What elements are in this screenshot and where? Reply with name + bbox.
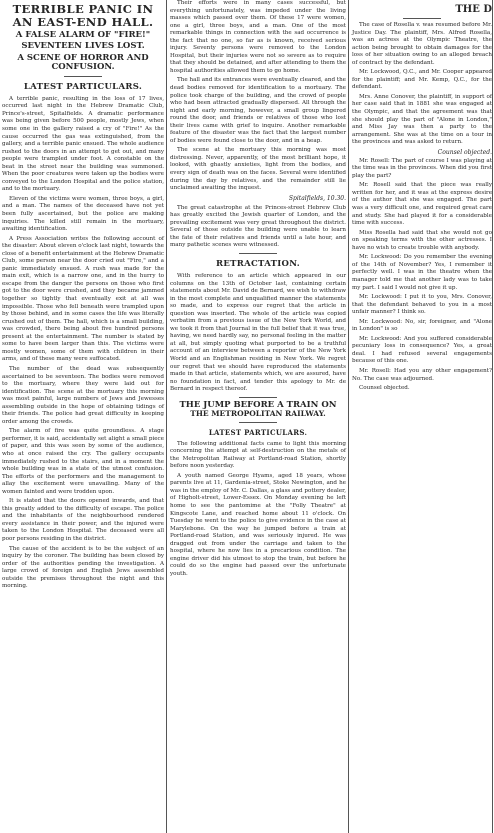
article-paragraph: The number of the dead was subsequently ascertained to be seventeen. The bodies were removed to the mortuary, where they were laid out for identification. The scene at the mortuary this morning was most painful, large numbers of Jews and Jewesses assembling outside in the hope of obtaining tidings of their friends. The police had great difficulty in keeping order among the crowds. xyxy=(2,365,164,425)
article-paragraph: Mr. Rosell: The part of course I was playing at the time was in the provinces. When did you first play the part? xyxy=(352,157,492,179)
article-paragraph: Mr. Rosell: Had you any other engagement? No. The case was adjourned. xyxy=(352,367,492,382)
section-rule xyxy=(239,397,277,398)
article-paragraph: Mr. Lockwood: No, sir, foreigner, and "Alone in London" is so xyxy=(352,318,492,333)
article-paragraph: A Press Association writes the following account of the disaster: About eleven o'clock last night, towards the close of a benefit entertainment at the Hebrew Dramatic Club, some person near the door cried out "Fire," and a panic immediately ensued. A rush was made for the main exit, which is a narrow one, and in the hurry to escape from the danger the persons on those who first got to the door were crushed, and they became jammed together so tightly that eventually exit at all was impossible. Those who fell beneath were trampled upon by those behind, and in some cases the life was literally crushed out of them. The hall, which is a small building, was crowded, there being about five hundred persons present at the entertainment. The number is stated by some to have been larger than this. The victims were mostly women, some of them with children in their arms, and of these many were suffocated. xyxy=(2,235,164,363)
article-paragraph: A youth named George Hyams, aged 18 years, whose parents live at 11, Gardenia-street, Stoke Newington, and he was in the employ of Mr. C. Dallas, a glass and pottery dealer, of Higholt-street, Lower-Essex. On Monday evening he left home to see the pantomime at the "Folly Theatre" at Kingscote Lane, and reached home about 11 o'clock. On Tuesday he went to the police to give evidence in the case at Marylebone. On the way he jumped before a train at Portland-road Station, and was seriously injured. He was dragged out from under the carriage and taken to the hospital, where he now lies in a precarious condition. The engine driver did his utmost to stop the train, but before he could do so the engine had passed over the unfortunate youth. xyxy=(170,472,346,577)
jump-subhead: LATEST PARTICULARS. xyxy=(208,427,308,437)
article-paragraph: Mr. Lockwood, Q.C., and Mr. Cooper appeared for the plaintiff; and Mr. Kemp, Q.C., for the defendant. xyxy=(352,69,492,91)
article-paragraph: Mr. Lockwood: Do you remember the evening of the 14th of November? Yes, I remember it perfectly well. I was in the theatre when the manager told me that another lady was to take my part. I said I would not give it up. xyxy=(352,254,492,291)
column-divider-left xyxy=(166,0,167,833)
section-rule xyxy=(239,253,277,254)
article-paragraph: The following additional facts came to light this morning concerning the attempt at self-destruction on the metals of the Metropolitan Railway at Portland-road Station, shortly before noon yesterday. xyxy=(170,440,346,470)
headline-scene: A SCENE OF HORROR AND CONFUSION. xyxy=(17,52,149,73)
article-paragraph: The scene at the mortuary this morning was most distressing. Never, apparently, of the most brilliant hope, it looked, with ghastly anxieties, light from the bodies, and every sign of death was on the faces. Several were identified during the day by relatives, and the remainder still lie unclaimed awaiting the inquest. xyxy=(170,147,346,192)
retraction-title: RETRACTATION. xyxy=(215,258,301,269)
article-paragraph: It is stated that the doors opened inwards, and that this greatly added to the difficulty of escape. The police and the inhabitants of the neighbourhood rendered every assistance in their power, and the injured were taken to the London Hospital. The deceased were all poor persons residing in the district. xyxy=(2,498,164,542)
headline-main: TERRIBLE PANIC IN AN EAST-END HALL. xyxy=(12,2,154,29)
article-paragraph: Mr. Lockwood: And you suffered considerable pecuniary loss in consequence? Yes, a great deal. I had refused several engagements because of this one. xyxy=(352,335,492,365)
column-left xyxy=(0,0,166,833)
partial-headline: THE D xyxy=(455,4,492,15)
article-paragraph: Mr. Lockwood: I put it to you, Mrs. Conover, that the defendant behaved to you in a most unfair manner? I think so. xyxy=(352,294,492,316)
subhead-latest: LATEST PARTICULARS. xyxy=(23,81,143,92)
section-rule xyxy=(64,76,102,77)
section-rule xyxy=(239,422,277,423)
article-paragraph: The great catastrophe at the Princes-street Hebrew Club has greatly excited the Jewish quarter of London, and the prevailing excitement was very great throughout the district. Several of those outside the building were unable to learn the fate of their relatives and friends until a late hour, and many pathetic scenes were witnessed. xyxy=(170,204,346,249)
article-paragraph: Eleven of the victims were women, three boys, a girl, and a man. The names of the deceased have not yet been fully ascertained, but the police are making inquiries. The killed still remain in the mortuary, awaiting identification. xyxy=(2,195,164,233)
article-paragraph: Mrs. Anne Conover, the plaintiff, in support of her case said that in 1881 she was engaged at the Olympic, and that the agreement was that she should play the part of "Alone in London," and Miss Jay was then a party to the arrangement. She was at the time on a tour in the provinces and was asked to return. xyxy=(352,93,492,146)
dateline: Spitalfields, 10.30. xyxy=(288,194,346,202)
jump-headline-2: THE METROPOLITAN RAILWAY. xyxy=(190,409,326,419)
article-paragraph: Counsel objected. xyxy=(359,385,410,392)
headline-false-alarm: A FALSE ALARM OF "FIRE!" xyxy=(15,29,151,40)
column-middle xyxy=(168,0,348,833)
article-paragraph: Miss Rosella had said that she would not go on speaking terms with the other actresses. I have no wish to create trouble with anybody. xyxy=(352,229,492,251)
column-right xyxy=(350,0,494,833)
article-paragraph: A terrible panic, resulting in the loss of 17 lives, occurred last night in the Hebrew Dramatic Club, Prince's-street, Spitalfields. A dramatic performance was being given before 500 people, mostly Jews, when some one in the gallery raised a cry of "Fire!" As the cause occurred the gas was extinguished, from the gallery, and a terrible panic ensued. The whole audience rushed to the doors in an attempt to get out, and many people were trampled under foot. A constable on the beat in the street near the building was summoned. When the poor creatures were taken up the bodies were conveyed to the London Hospital and the police station, and to the mortuary. xyxy=(2,95,164,193)
article-paragraph: Their efforts were in many cases successful, but everything unfortunately, was impeded under the living masses which passed over them. Of these 17 were women, one a girl, three boys, and a man. One of the most remarkable things in connection with the sad occurrence is the fact that no one, so far as is known, received serious injury. Seventy persons were removed to the London Hospital, but their injuries were not so severe as to require that they should be detained, and after attending to them the hospital authorities allowed them to go home. xyxy=(170,0,346,74)
article-paragraph: Mr. Rosell said that the piece was really written for her, and it was at the express desire of the author that she was engaged. The part was a very difficult one, and required great care and study. She had played it for a considerable time with success. xyxy=(352,182,492,227)
headline-lives-lost: SEVENTEEN LIVES LOST. xyxy=(21,41,145,52)
counsel-note: Counsel objected. xyxy=(437,148,492,156)
article-paragraph: The hall and its entrances were eventually cleared, and the dead bodies removed for identification to a mortuary. The police took charge of the building, and the crowd of people who had been attracted gradually dispersed. All through the night and early morning, however, a small group lingered round the door, and friends or relatives of those who lost their lives came with grief to inquire. Another remarkable feature of the disaster was the fact that the largest number of bodies were found close to the door, and in a heap. xyxy=(170,77,346,144)
article-paragraph: The alarm of fire was quite groundless. A stage performer, it is said, accidentally set alight a small piece of paper, and this was seen by some of the audience, who at once raised the cry. The gallery occupants immediately rushed to the stairs, and in a moment the whole building was in a state of the utmost confusion. The efforts of the performers and the management to allay the excitement were unavailing. Many of the women fainted and were trodden upon. xyxy=(2,428,164,495)
article-paragraph: The cause of the accident is to be the subject of an inquiry by the coroner. The building has been closed by order of the authorities pending the investigation. A large crowd of foreign and English Jews assembled outside the premises throughout the night and this morning. xyxy=(2,545,164,590)
column-divider-right xyxy=(348,0,349,833)
retraction-paragraph: With reference to an article which appeared in our columns on the 13th of October last, containing certain statements about Mr. David de Bernard, we wish to withdraw in the most complete and unqualified manner the statements so made, and to express our regret that the article in question was inserted. The whole of the article was copied verbatim from a previous issue of the New York World, and we took it from that Journal in the full belief that it was true, having, we need hardly say, no personal feeling in the matter at all, but simply quoting what purported to be a truthful account of an interview between a reporter of the New York World and an Englishman residing in New York. We regret our regret that we should have reproduced the statements made in that article, statements which, we are assured, have no foundation in fact, and tender this apology to Mr. de Bernard in respect thereof. xyxy=(170,272,346,393)
article-paragraph: The case of Rosella v. was resumed before Mr. Justice Day. The plaintiff, Mrs. Alfred Rosella, was an actress at the Olympic Theatre, the action being brought to obtain damages for the loss of her situation owing to an alleged breach of contract by the defendant. xyxy=(352,22,492,66)
jump-headline-1: THE JUMP BEFORE A TRAIN ON xyxy=(179,399,337,410)
section-rule xyxy=(403,18,441,19)
